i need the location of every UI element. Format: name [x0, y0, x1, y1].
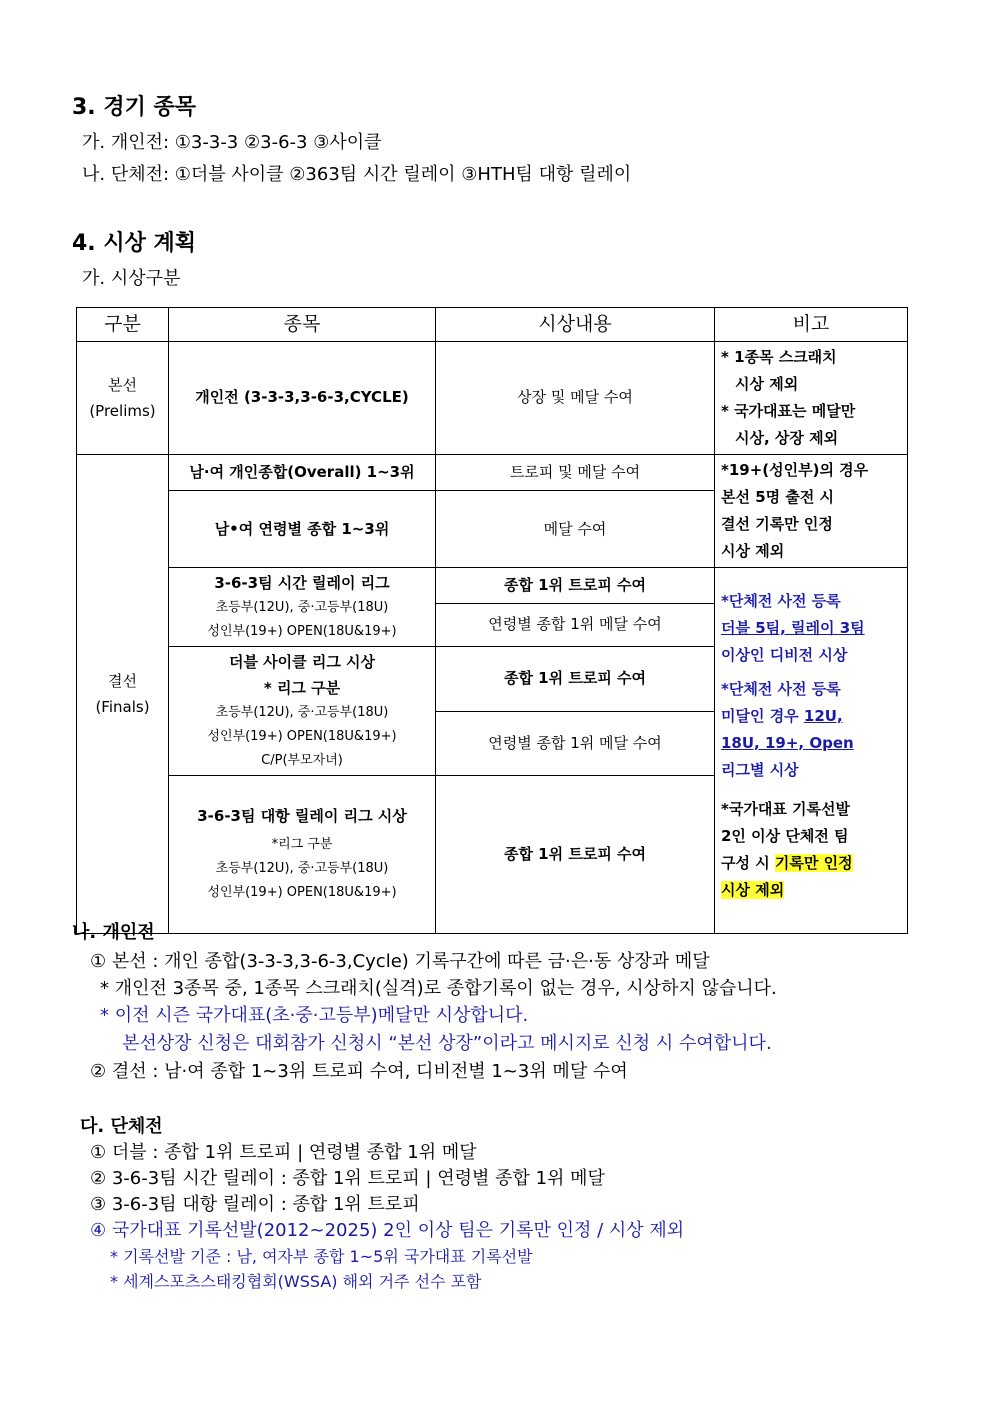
finals-note-line: *단체전 사전 등록 — [721, 591, 841, 610]
finals-age-award: 메달 수여 — [436, 491, 715, 567]
time-relay-sub: 성인부(19+) OPEN(18U&19+) — [207, 623, 397, 639]
team-line-double: ① 더블 : 종합 1위 트로피 | 연령별 종합 1위 메달 — [90, 1142, 477, 1163]
finals-overall-event: 남·여 개인종합(Overall) 1~3위 — [169, 454, 436, 491]
individual-line-finals: ② 결선 : 남·여 종합 1~3위 트로피 수여, 디비전별 1~3위 메달 수여 — [90, 1061, 628, 1082]
prelims-award-cell: 상장 및 메달 수여 — [436, 341, 715, 454]
double-sub: C/P(부모자녀) — [261, 752, 343, 768]
team-section-title: 다. 단체전 — [80, 1116, 163, 1137]
double-title: 더블 사이클 리그 시상 — [228, 652, 376, 671]
header-award: 시상내용 — [436, 308, 715, 342]
prelims-event-cell: 개인전 (3-3-3,3-6-3,CYCLE) — [169, 341, 436, 454]
team-line-hth-relay: ③ 3-6-3팀 대항 릴레이 : 종합 1위 트로피 — [90, 1194, 420, 1215]
section-3-line-individual: 가. 개인전: ①3-3-3 ②3-6-3 ③사이클 — [82, 132, 382, 153]
finals-age-event: 남•여 연령별 종합 1~3위 — [169, 491, 436, 567]
section-4-subtitle: 가. 시상구분 — [82, 268, 181, 289]
prelims-note-line: 시상, 상장 제외 — [735, 428, 839, 447]
individual-line-national: * 이전 시즌 국가대표(초·중·고등부)메달만 시상합니다. — [100, 1005, 529, 1026]
individual-section-title: 나. 개인전 — [72, 922, 155, 943]
prelims-note-line: 시상 제외 — [735, 374, 799, 393]
section-4-title: 4. 시상 계획 — [72, 231, 196, 256]
finals-note-line — [721, 850, 901, 877]
finals-note-line: 결선 기록만 인정 — [721, 514, 833, 533]
finals-note-line: 본선 5명 출전 시 — [721, 487, 835, 506]
team-line-criteria: * 기록선발 기준 : 남, 여자부 종합 1~5위 국가대표 기록선발 — [110, 1247, 533, 1266]
finals-note-line: 더블 5팀, 릴레이 3팀 — [721, 618, 865, 637]
prelims-note-cell — [715, 341, 908, 454]
section-3-line-team: 나. 단체전: ①더블 사이클 ②363팀 시간 릴레이 ③HTH팀 대항 릴레이 — [82, 164, 632, 185]
finals-note-line: *19+(성인부)의 경우 — [721, 460, 869, 479]
double-sub: 성인부(19+) OPEN(18U&19+) — [207, 728, 397, 744]
prelims-division-ko: 본선 — [108, 375, 137, 394]
finals-hth-event — [169, 775, 436, 933]
finals-note-line: *국가대표 기록선발 — [721, 799, 850, 818]
hth-title: 3-6-3팀 대항 릴레이 리그 시상 — [197, 807, 407, 825]
finals-note-line: 시상 제외 — [721, 541, 785, 560]
finals-division-en: (Finals) — [95, 697, 150, 716]
section-3-title: 3. 경기 종목 — [72, 95, 196, 120]
hth-sub: *리그 구분 — [271, 837, 333, 852]
finals-note-line: 리그별 시상 — [721, 760, 799, 779]
team-line-time-relay: ② 3-6-3팀 시간 릴레이 : 종합 1위 트로피 | 연령별 종합 1위 메달 — [90, 1168, 605, 1189]
header-event: 종목 — [169, 308, 436, 342]
time-relay-award-age: 연령별 종합 1위 메달 수여 — [436, 603, 715, 646]
finals-overall-award: 트로피 및 메달 수여 — [436, 454, 715, 491]
time-relay-award-overall: 종합 1위 트로피 수여 — [436, 567, 715, 603]
finals-division-ko: 결선 — [108, 671, 137, 690]
note-d3-text: 구성 시 — [721, 853, 775, 872]
prelims-division-en: (Prelims) — [89, 401, 156, 420]
note-d3-highlight: 기록만 인정 — [774, 853, 853, 872]
finals-division-cell — [77, 454, 169, 933]
double-award-overall: 종합 1위 트로피 수여 — [436, 646, 715, 711]
note-c2-underlined: 12U, — [803, 706, 843, 725]
note-d4-highlight: 시상 제외 — [721, 880, 785, 899]
time-relay-sub: 초등부(12U), 중·고등부(18U) — [215, 599, 389, 615]
finals-note-line — [721, 703, 901, 730]
team-line-national: ④ 국가대표 기록선발(2012~2025) 2인 이상 팀은 기록만 인정 / 시상 제외 — [90, 1220, 685, 1241]
prelims-note-line: * 1종목 스크래치 — [721, 347, 837, 366]
note-c2-text: 미달인 경우 — [721, 706, 804, 725]
double-award-age: 연령별 종합 1위 메달 수여 — [436, 711, 715, 775]
time-relay-title: 3-6-3팀 시간 릴레이 리그 — [214, 573, 390, 592]
finals-note-line: *단체전 사전 등록 — [721, 679, 841, 698]
hth-sub: 초등부(12U), 중·고등부(18U) — [215, 861, 389, 876]
header-note: 비고 — [715, 308, 908, 342]
finals-double-event — [169, 646, 436, 775]
finals-note-line: 이상인 디비전 시상 — [721, 645, 848, 664]
table-row-finals-overall — [77, 454, 908, 491]
individual-line-certificate: 본선상장 신청은 대회참가 신청시 “본선 상장”이라고 메시지로 신청 시 수여합니다. — [122, 1033, 772, 1054]
finals-note-b-cell — [715, 567, 908, 933]
header-division: 구분 — [77, 308, 169, 342]
finals-note-a-cell — [715, 454, 908, 567]
individual-line-prelims: ① 본선 : 개인 종합(3-3-3,3-6-3,Cycle) 기록구간에 따른 금·은·동 상장과 메달 — [90, 951, 710, 972]
table-row-prelims — [77, 341, 908, 454]
team-line-wssa: * 세계스포츠스태킹협회(WSSA) 해외 거주 선수 포함 — [110, 1272, 482, 1291]
double-league-label: * 리그 구분 — [263, 678, 341, 697]
double-sub: 초등부(12U), 중·고등부(18U) — [215, 704, 389, 720]
prelims-division-cell — [77, 341, 169, 454]
finals-note-line — [721, 877, 901, 904]
awards-table — [76, 307, 908, 934]
finals-note-line: 2인 이상 단체전 팀 — [721, 826, 849, 845]
finals-note-line: 18U, 19+, Open — [721, 733, 854, 752]
finals-time-relay-event — [169, 567, 436, 646]
hth-award: 종합 1위 트로피 수여 — [436, 775, 715, 933]
individual-line-scratch: * 개인전 3종목 중, 1종목 스크래치(실격)로 종합기록이 없는 경우, 시상하지 않습니다. — [100, 978, 777, 999]
prelims-note-line: * 국가대표는 메달만 — [721, 401, 856, 420]
hth-sub: 성인부(19+) OPEN(18U&19+) — [207, 885, 397, 900]
table-row-finals-time-relay — [77, 567, 908, 603]
table-header-row — [77, 308, 908, 342]
